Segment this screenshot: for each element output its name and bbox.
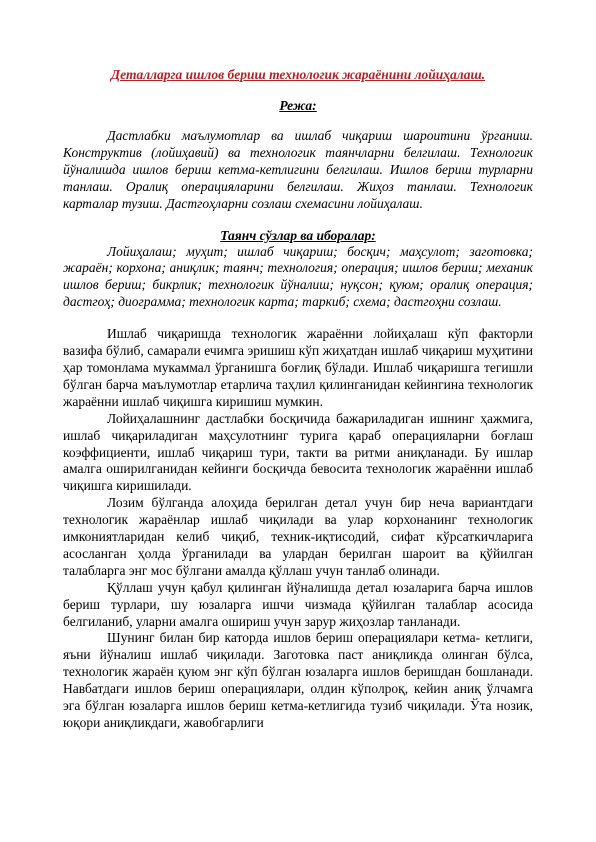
document-title: Деталларга ишлов бериш технологик жараёнини лойиҳалаш. (110, 67, 486, 82)
plan-text: Дастлабки маълумотлар ва ишлаб чиқариш шароитини ўрганиш. Конструктив (лойиҳавий) ва технологик таянчларни белгилаш. Технологик йўналишда ишлов бериш кетма-кетлигини белгилаш. Ишлов бериш турларни танлаш. Оралиқ операцияларини белгилаш. Жиҳоз танлаш. Технологик карталар тузиш. Дастгоҳларни созлаш схемасини лойиҳалаш. (63, 128, 533, 211)
body-paragraph: Шунинг билан бир каторда ишлов бериш операциялари кетма- кетлиги, яъни йўналиш ишлаб чиқилади. Заготовка паст аниқликда олинган бўлса, технологик жараён қуюм энг кўп бўлган юзаларга ишлов беришдан бошланади. Навбатдаги ишлов бериш операциялари, олдин кўполроқ, кейин аниқ ўлчамга эга бўлган юзаларга ишлов бериш кетма-кетлигида тузиб чиқилади. Ўта нозик, юқори аниқликдаги, жавобгарлиги (63, 630, 533, 730)
keywords-text: Лойиҳалаш; муҳит; ишлаб чиқариш; босқич; маҳсулот; заготовка; жараён; корхона; аниқлик; таянч; технология; операция; ишлов бериш; механик ишлов бериш; бикрлик; технологик йўналиш; нуқсон; қуюм; оралиқ операция; дастгоҳ; диограмма; технологик карта; таркиб; схема; дастгоҳни созлаш. (63, 243, 533, 310)
keywords-heading: Таянч сўзлар ва иборалар: (220, 227, 376, 243)
body-paragraph: Лозим бўлганда алоҳида берилган детал учун бир неча вариантдаги технологик жараёнлар ишлаб чиқилади ва улар корхонанинг технологик имкониятларидан келиб чиқиб, техник-иқтисодий, сифат кўрсаткичларига асосланган ҳолда ўрганилади ва улардан берилган шароит ва қўйилган талабларга энг мос бўлгани амалда қўллаш учун танлаб олинади. (63, 495, 533, 578)
body-paragraph: Қўллаш учун қабул қилинган йўналишда детал юзаларига барча ишлов бериш турлари, шу юзаларга ишчи чизмада қўйилган талаблар асосида белгиланиб, уларни амалга ошириш учун зарур жиҳозлар танланади. (63, 579, 533, 629)
body-paragraph: Лойиҳалашнинг дастлабки босқичида бажариладиган ишнинг ҳажмига, ишлаб чиқариладиган маҳсулотнинг турига қараб операцияларни боғлаш коэффициенти, ишлаб чиқариш тури, такти ва ритми аниқланади. Бу ишлар амалга оширилганидан кейинги босқичда бевосита технологик жараённи ишлаб чиқишга киришилади. (63, 410, 533, 494)
plan-heading: Режа: (279, 98, 317, 113)
body-paragraph: Ишлаб чиқаришда технологик жараённи лойиҳалаш кўп факторли вазифа бўлиб, самарали ечимга эришиш кўп жиҳатдан ишлаб чиқариш муҳитини ҳар томонлама мукаммал ўрганишга боғлиқ бўлади. Ишлаб чиқаришга тегишли бўлган барча маълумотлар етарлича таҳлил қилинганидан кейингина технологик жараённи ишлаб чиқишга киришиш мумкин. (63, 326, 533, 409)
document-page (63, 66, 533, 732)
